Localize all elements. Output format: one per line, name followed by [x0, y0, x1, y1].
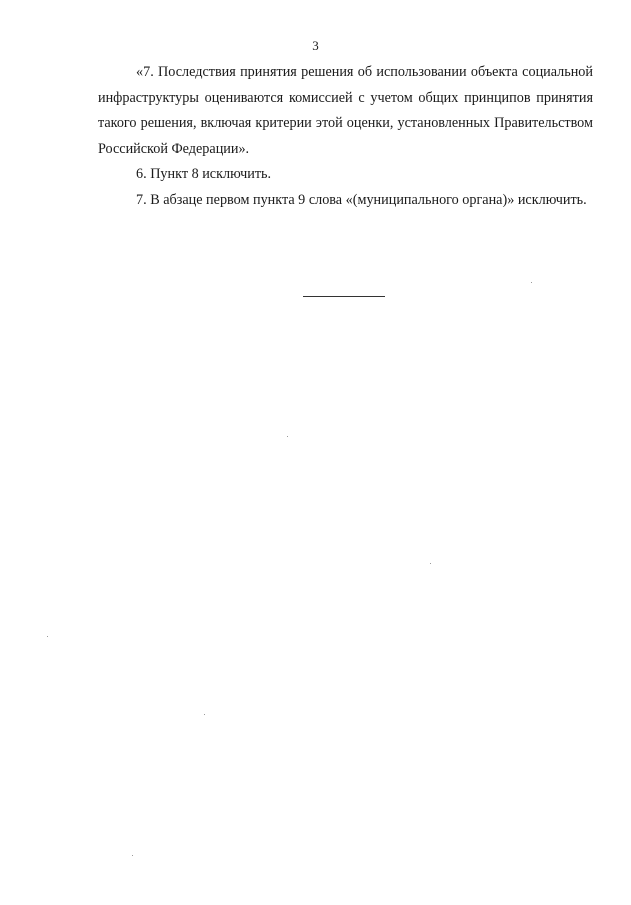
scan-speck: [531, 282, 532, 283]
scan-speck: [430, 563, 431, 564]
closing-rule: [303, 296, 385, 297]
page-number: 3: [312, 38, 319, 53]
paragraph-item-7-consequences: «7. Последствия принятия решения об использовании объекта социальной инфраструктуры оцениваются комиссией с учетом общих принципов принятия такого решения, включая критерии этой оценки, установленных Правительством Российской Федерации».: [98, 64, 593, 157]
paragraph-item-6-exclusion: 6. Пункт 8 исключить.: [136, 166, 272, 182]
document-body: [98, 60, 593, 213]
scan-speck: [132, 855, 133, 856]
scan-speck: [287, 436, 288, 437]
scan-speck: [204, 714, 205, 715]
paragraph-item-7-amendment: 7. В абзаце первом пункта 9 слова «(муниципального органа)» исключить.: [136, 191, 587, 208]
scan-speck: [47, 636, 48, 637]
